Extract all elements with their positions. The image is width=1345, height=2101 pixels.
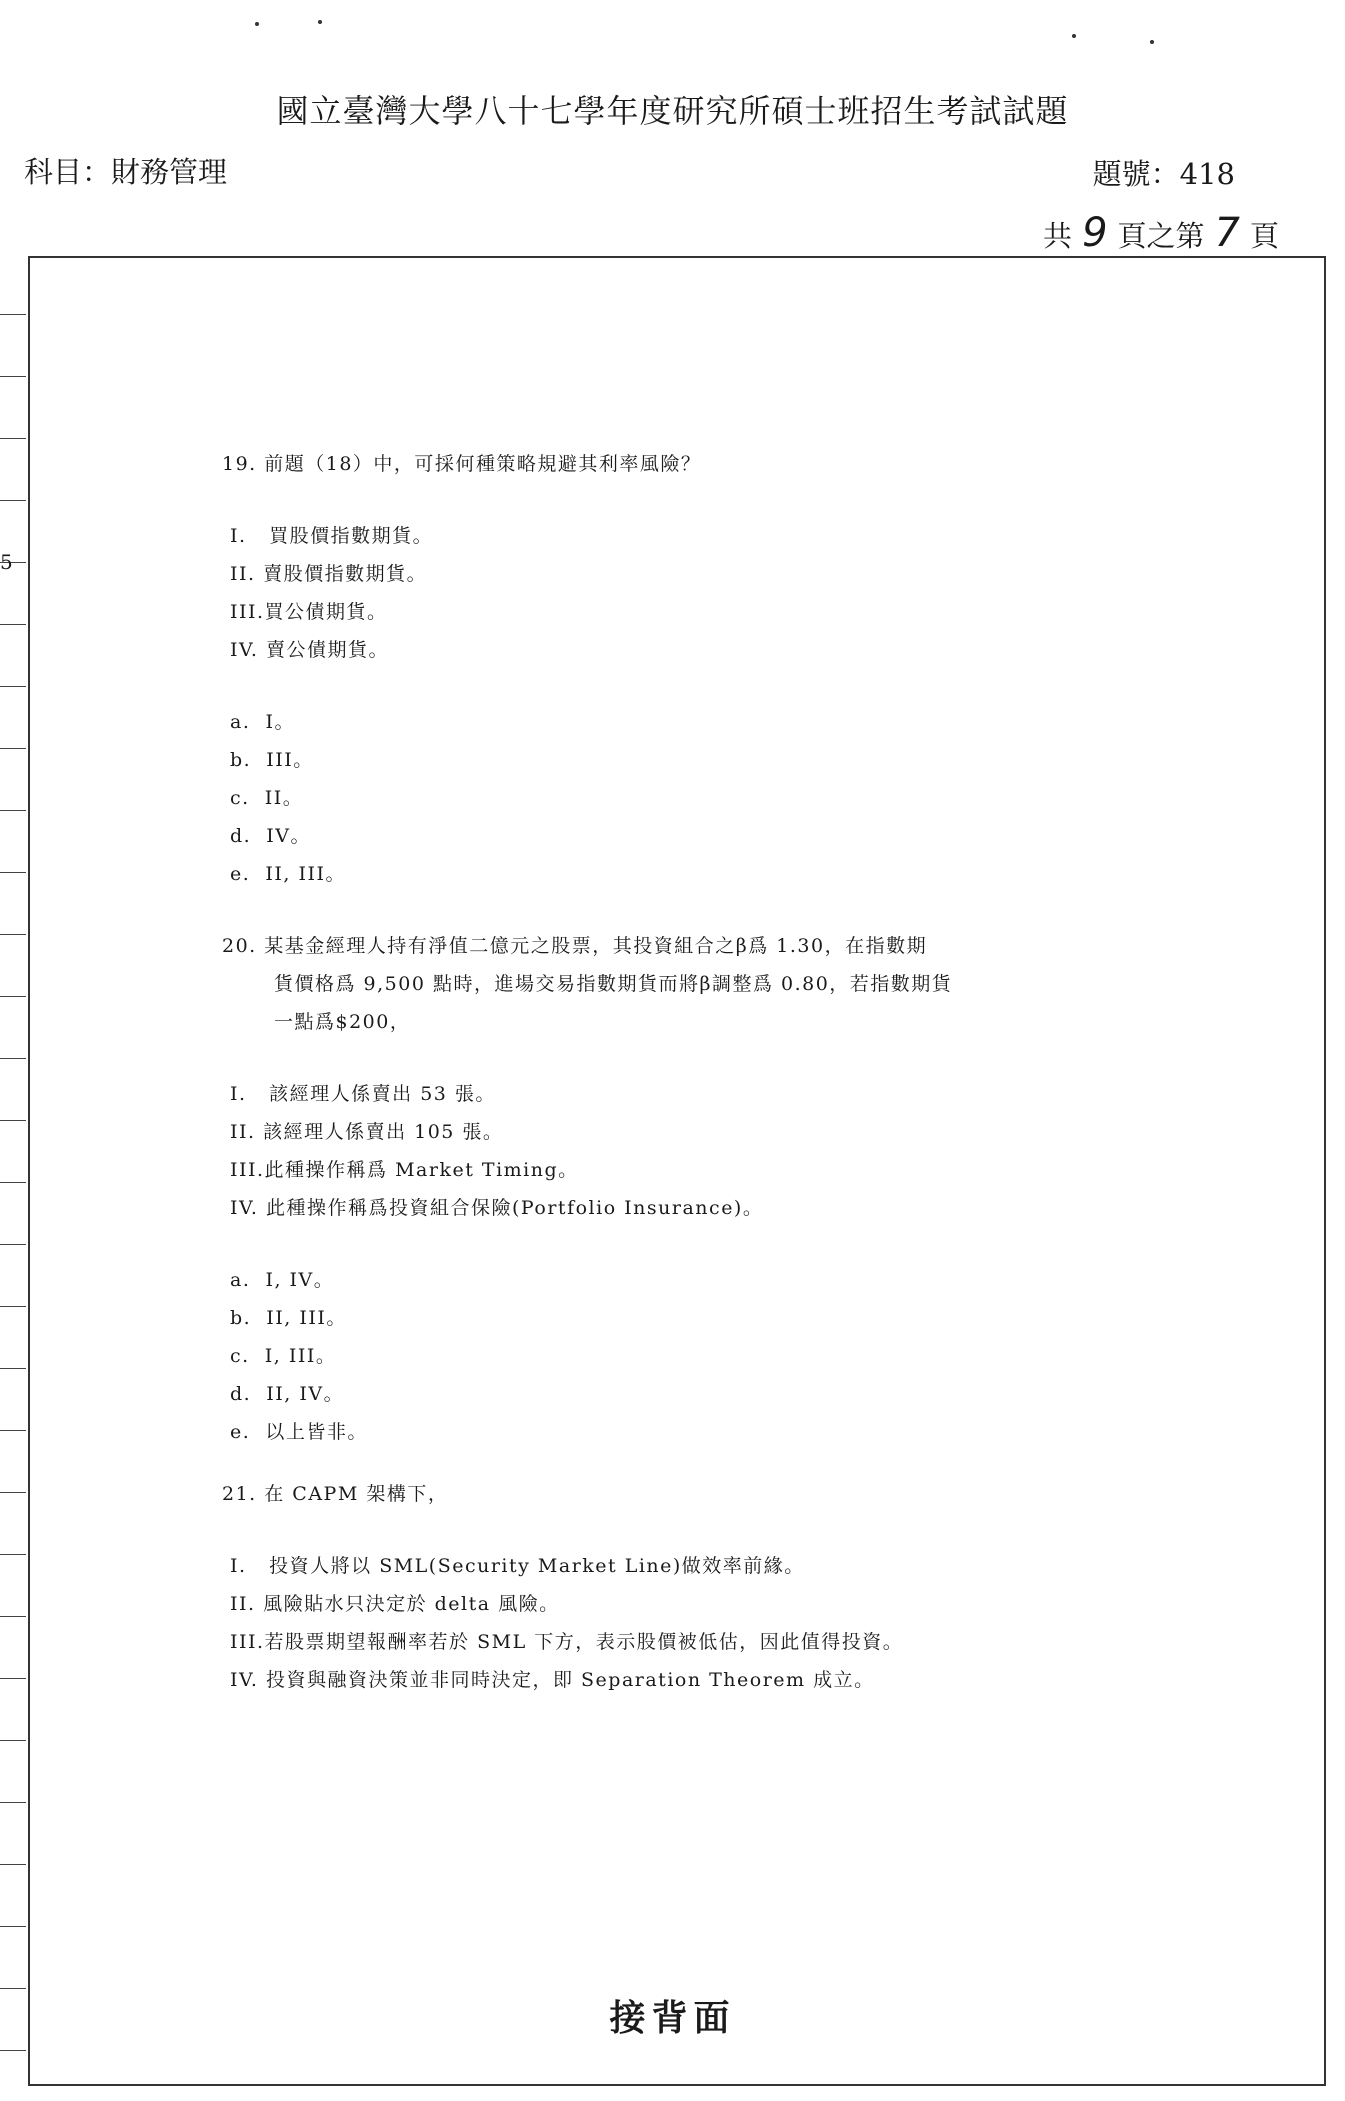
ruler-tick [0, 1864, 26, 1865]
scan-speck [1150, 40, 1154, 44]
scan-speck [255, 22, 259, 26]
q20-choice: b. II, III。 [230, 1307, 347, 1329]
continue-on-back-note: 接背面 [609, 1997, 736, 2039]
ruler-tick [0, 996, 26, 997]
q21-statement: IV. 投資與融資決策並非同時決定，即 Separation Theorem 成立。 [230, 1669, 875, 1691]
ruler-tick [0, 1244, 26, 1245]
ruler-tick [0, 376, 26, 377]
q21-statement: I. 投資人將以 SML(Security Market Line)做效率前緣。 [230, 1555, 805, 1577]
q19-stem: 19. 前題（18）中，可採何種策略規避其利率風險？ [222, 453, 702, 475]
q20-choice: e. 以上皆非。 [230, 1421, 368, 1443]
q20-statement: IV. 此種操作稱爲投資組合保險(Portfolio Insurance)。 [230, 1197, 764, 1219]
page-indicator [1043, 210, 1279, 256]
q19-choice: b. III。 [230, 749, 314, 771]
q19-statement: III.買公債期貨。 [230, 601, 388, 623]
q21-stem: 21. 在 CAPM 架構下， [222, 1483, 449, 1505]
ruler-tick [0, 1740, 26, 1741]
ruler-tick [0, 1492, 26, 1493]
ruler-tick [0, 624, 26, 625]
ruler-tick [0, 1802, 26, 1803]
scan-speck [318, 20, 322, 24]
q20-stem-line: 20. 某基金經理人持有淨值二億元之股票，其投資組合之β爲 1.30，在指數期 [222, 935, 928, 957]
pages-prefix: 共 [1043, 219, 1073, 253]
q19-statement: IV. 賣公債期貨。 [230, 639, 389, 661]
ruler-tick [0, 1306, 26, 1307]
q20-statement: II. 該經理人係賣出 105 張。 [230, 1121, 504, 1143]
ruler-tick [0, 500, 26, 501]
ruler-tick [0, 686, 26, 687]
q20-statement: I. 該經理人係賣出 53 張。 [230, 1083, 496, 1105]
ruler-tick [0, 1120, 26, 1121]
ruler-tick [0, 934, 26, 935]
ruler-tick [0, 1058, 26, 1059]
ruler-tick [0, 1678, 26, 1679]
total-pages: 9 [1082, 210, 1108, 256]
q19-statement: II. 賣股價指數期貨。 [230, 563, 428, 585]
ruler-tick [0, 810, 26, 811]
q21-statement: II. 風險貼水只決定於 delta 風險。 [230, 1593, 560, 1615]
q20-stem-line: 一點爲$200， [274, 1011, 411, 1033]
q19-choice: d. IV。 [230, 825, 312, 847]
q20-stem-line: 貨價格爲 9,500 點時，進場交易指數期貨而將β調整爲 0.80，若指數期貨 [274, 973, 953, 995]
q20-choice: d. II, IV。 [230, 1383, 345, 1405]
ruler-tick [0, 314, 26, 315]
ruler-tick [0, 1368, 26, 1369]
ruler-tick [0, 1182, 26, 1183]
exam-title: 國立臺灣大學八十七學年度研究所碩士班招生考試試題 [276, 92, 1069, 130]
ruler-tick [0, 1554, 26, 1555]
ruler-mark: 5 [0, 550, 13, 574]
ruler-tick [0, 1430, 26, 1431]
q20-choice: c. I, III。 [230, 1345, 337, 1367]
q19-choice: a. I。 [230, 711, 295, 733]
subject-label: 科目：財務管理 [24, 155, 228, 189]
ruler-tick [0, 2050, 26, 2051]
ruler-tick [0, 1988, 26, 1989]
current-page: 7 [1214, 210, 1240, 256]
ruler-tick [0, 1616, 26, 1617]
q21-statement: III.若股票期望報酬率若於 SML 下方，表示股價被低估，因此值得投資。 [230, 1631, 904, 1653]
q19-statement: I. 買股價指數期貨。 [230, 525, 434, 547]
question-content [222, 445, 1172, 1699]
ruler-tick [0, 748, 26, 749]
scan-speck [1072, 34, 1076, 38]
pages-suffix: 頁 [1249, 219, 1279, 253]
pages-mid: 頁之第 [1117, 219, 1205, 253]
ruler-tick [0, 438, 26, 439]
question-number: 題號：418 [1092, 157, 1235, 191]
ruler-tick [0, 872, 26, 873]
q20-statement: III.此種操作稱爲 Market Timing。 [230, 1159, 579, 1181]
q19-choice: c. II。 [230, 787, 304, 809]
q19-choice: e. II, III。 [230, 863, 346, 885]
ruler-tick [0, 1926, 26, 1927]
q20-choice: a. I, IV。 [230, 1269, 335, 1291]
